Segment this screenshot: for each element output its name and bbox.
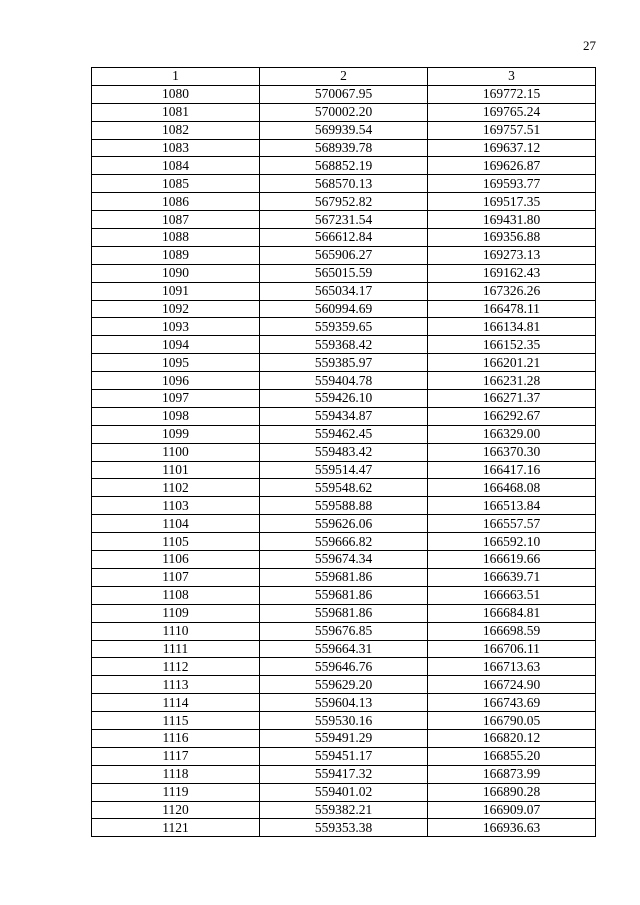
- y-coordinate-cell: 169765.24: [428, 103, 596, 121]
- point-number-cell: 1083: [92, 139, 260, 157]
- x-coordinate-cell: 567231.54: [260, 211, 428, 229]
- point-number-cell: 1091: [92, 282, 260, 300]
- y-coordinate-cell: 169431.80: [428, 211, 596, 229]
- y-coordinate-cell: 166478.11: [428, 300, 596, 318]
- x-coordinate-cell: 559404.78: [260, 372, 428, 390]
- y-coordinate-cell: 166873.99: [428, 765, 596, 783]
- x-coordinate-cell: 559674.34: [260, 551, 428, 569]
- table-row: [92, 103, 596, 121]
- point-number-cell: 1092: [92, 300, 260, 318]
- point-number-cell: 1094: [92, 336, 260, 354]
- point-number-cell: 1111: [92, 640, 260, 658]
- point-number-cell: 1106: [92, 551, 260, 569]
- table-row: [92, 85, 596, 103]
- y-coordinate-cell: 166370.30: [428, 443, 596, 461]
- x-coordinate-cell: 559530.16: [260, 712, 428, 730]
- table-row: [92, 300, 596, 318]
- x-coordinate-cell: 559588.88: [260, 497, 428, 515]
- table-row: [92, 551, 596, 569]
- y-coordinate-cell: 169626.87: [428, 157, 596, 175]
- y-coordinate-cell: 166417.16: [428, 461, 596, 479]
- y-coordinate-cell: 166329.00: [428, 425, 596, 443]
- point-number-cell: 1116: [92, 729, 260, 747]
- column-header: 1: [92, 68, 260, 86]
- point-number-cell: 1100: [92, 443, 260, 461]
- x-coordinate-cell: 565906.27: [260, 246, 428, 264]
- table-row: [92, 712, 596, 730]
- point-number-cell: 1119: [92, 783, 260, 801]
- x-coordinate-cell: 559382.21: [260, 801, 428, 819]
- table-row: [92, 229, 596, 247]
- point-number-cell: 1102: [92, 479, 260, 497]
- x-coordinate-cell: 559451.17: [260, 747, 428, 765]
- x-coordinate-cell: 559629.20: [260, 676, 428, 694]
- column-header: 2: [260, 68, 428, 86]
- y-coordinate-cell: 166201.21: [428, 354, 596, 372]
- point-number-cell: 1110: [92, 622, 260, 640]
- x-coordinate-cell: 559681.86: [260, 604, 428, 622]
- y-coordinate-cell: 169593.77: [428, 175, 596, 193]
- table-row: [92, 497, 596, 515]
- y-coordinate-cell: 166592.10: [428, 533, 596, 551]
- table-row: [92, 729, 596, 747]
- y-coordinate-cell: 169162.43: [428, 264, 596, 282]
- table-row: [92, 676, 596, 694]
- point-number-cell: 1084: [92, 157, 260, 175]
- y-coordinate-cell: 166152.35: [428, 336, 596, 354]
- table-row: [92, 246, 596, 264]
- y-coordinate-cell: 169772.15: [428, 85, 596, 103]
- x-coordinate-cell: 559417.32: [260, 765, 428, 783]
- y-coordinate-cell: 166684.81: [428, 604, 596, 622]
- y-coordinate-cell: 169273.13: [428, 246, 596, 264]
- point-number-cell: 1112: [92, 658, 260, 676]
- table-row: [92, 640, 596, 658]
- point-number-cell: 1107: [92, 568, 260, 586]
- x-coordinate-cell: 559548.62: [260, 479, 428, 497]
- point-number-cell: 1087: [92, 211, 260, 229]
- x-coordinate-cell: 559385.97: [260, 354, 428, 372]
- x-coordinate-cell: 559626.06: [260, 515, 428, 533]
- y-coordinate-cell: 166936.63: [428, 819, 596, 837]
- x-coordinate-cell: 559353.38: [260, 819, 428, 837]
- x-coordinate-cell: 570002.20: [260, 103, 428, 121]
- x-coordinate-cell: 559462.45: [260, 425, 428, 443]
- table-row: [92, 622, 596, 640]
- y-coordinate-cell: 166663.51: [428, 586, 596, 604]
- point-number-cell: 1085: [92, 175, 260, 193]
- point-number-cell: 1080: [92, 85, 260, 103]
- x-coordinate-cell: 560994.69: [260, 300, 428, 318]
- y-coordinate-cell: 169757.51: [428, 121, 596, 139]
- x-coordinate-cell: 559514.47: [260, 461, 428, 479]
- table-row: [92, 461, 596, 479]
- table-row: [92, 282, 596, 300]
- table-row: [92, 425, 596, 443]
- point-number-cell: 1109: [92, 604, 260, 622]
- y-coordinate-cell: 166698.59: [428, 622, 596, 640]
- table-row: [92, 747, 596, 765]
- table-row: [92, 801, 596, 819]
- x-coordinate-cell: 559676.85: [260, 622, 428, 640]
- y-coordinate-cell: 166231.28: [428, 372, 596, 390]
- y-coordinate-cell: 166713.63: [428, 658, 596, 676]
- point-number-cell: 1090: [92, 264, 260, 282]
- y-coordinate-cell: 169517.35: [428, 193, 596, 211]
- y-coordinate-cell: 166724.90: [428, 676, 596, 694]
- y-coordinate-cell: 169356.88: [428, 229, 596, 247]
- point-number-cell: 1096: [92, 372, 260, 390]
- y-coordinate-cell: 166134.81: [428, 318, 596, 336]
- x-coordinate-cell: 570067.95: [260, 85, 428, 103]
- point-number-cell: 1099: [92, 425, 260, 443]
- x-coordinate-cell: 567952.82: [260, 193, 428, 211]
- point-number-cell: 1098: [92, 407, 260, 425]
- y-coordinate-cell: 166820.12: [428, 729, 596, 747]
- y-coordinate-cell: 169637.12: [428, 139, 596, 157]
- table-row: [92, 372, 596, 390]
- table-row: [92, 765, 596, 783]
- x-coordinate-cell: 568939.78: [260, 139, 428, 157]
- table-row: [92, 407, 596, 425]
- table-row: [92, 568, 596, 586]
- point-number-cell: 1081: [92, 103, 260, 121]
- x-coordinate-cell: 559368.42: [260, 336, 428, 354]
- table-row: [92, 264, 596, 282]
- y-coordinate-cell: 166639.71: [428, 568, 596, 586]
- y-coordinate-cell: 166513.84: [428, 497, 596, 515]
- point-number-cell: 1105: [92, 533, 260, 551]
- table-row: [92, 783, 596, 801]
- point-number-cell: 1114: [92, 694, 260, 712]
- x-coordinate-cell: 559681.86: [260, 568, 428, 586]
- x-coordinate-cell: 566612.84: [260, 229, 428, 247]
- table-row: [92, 586, 596, 604]
- table-row: [92, 515, 596, 533]
- point-number-cell: 1089: [92, 246, 260, 264]
- table-row: [92, 390, 596, 408]
- point-number-cell: 1101: [92, 461, 260, 479]
- y-coordinate-cell: 166790.05: [428, 712, 596, 730]
- table-row: [92, 193, 596, 211]
- y-coordinate-cell: 166890.28: [428, 783, 596, 801]
- y-coordinate-cell: 166706.11: [428, 640, 596, 658]
- point-number-cell: 1121: [92, 819, 260, 837]
- point-number-cell: 1115: [92, 712, 260, 730]
- table-row: [92, 175, 596, 193]
- x-coordinate-cell: 559483.42: [260, 443, 428, 461]
- y-coordinate-cell: 166468.08: [428, 479, 596, 497]
- x-coordinate-cell: 569939.54: [260, 121, 428, 139]
- column-header: 3: [428, 68, 596, 86]
- y-coordinate-cell: 166292.67: [428, 407, 596, 425]
- x-coordinate-cell: 568852.19: [260, 157, 428, 175]
- x-coordinate-cell: 559491.29: [260, 729, 428, 747]
- coordinates-table: [91, 67, 596, 837]
- y-coordinate-cell: 167326.26: [428, 282, 596, 300]
- y-coordinate-cell: 166271.37: [428, 390, 596, 408]
- point-number-cell: 1103: [92, 497, 260, 515]
- table-row: [92, 211, 596, 229]
- y-coordinate-cell: 166909.07: [428, 801, 596, 819]
- x-coordinate-cell: 559359.65: [260, 318, 428, 336]
- table-header-row: [92, 68, 596, 86]
- x-coordinate-cell: 568570.13: [260, 175, 428, 193]
- x-coordinate-cell: 559401.02: [260, 783, 428, 801]
- point-number-cell: 1104: [92, 515, 260, 533]
- x-coordinate-cell: 559681.86: [260, 586, 428, 604]
- x-coordinate-cell: 559604.13: [260, 694, 428, 712]
- y-coordinate-cell: 166743.69: [428, 694, 596, 712]
- table-row: [92, 443, 596, 461]
- x-coordinate-cell: 559434.87: [260, 407, 428, 425]
- table-row: [92, 479, 596, 497]
- table-row: [92, 157, 596, 175]
- x-coordinate-cell: 565034.17: [260, 282, 428, 300]
- point-number-cell: 1088: [92, 229, 260, 247]
- table-row: [92, 336, 596, 354]
- table-row: [92, 121, 596, 139]
- y-coordinate-cell: 166557.57: [428, 515, 596, 533]
- table-row: [92, 604, 596, 622]
- table-row: [92, 139, 596, 157]
- page-number: 27: [583, 38, 596, 53]
- y-coordinate-cell: 166619.66: [428, 551, 596, 569]
- x-coordinate-cell: 559426.10: [260, 390, 428, 408]
- x-coordinate-cell: 559666.82: [260, 533, 428, 551]
- point-number-cell: 1086: [92, 193, 260, 211]
- point-number-cell: 1117: [92, 747, 260, 765]
- point-number-cell: 1120: [92, 801, 260, 819]
- table-row: [92, 354, 596, 372]
- point-number-cell: 1095: [92, 354, 260, 372]
- point-number-cell: 1113: [92, 676, 260, 694]
- table-row: [92, 658, 596, 676]
- point-number-cell: 1097: [92, 390, 260, 408]
- table-row: [92, 318, 596, 336]
- point-number-cell: 1118: [92, 765, 260, 783]
- x-coordinate-cell: 559664.31: [260, 640, 428, 658]
- table-row: [92, 819, 596, 837]
- point-number-cell: 1093: [92, 318, 260, 336]
- table-row: [92, 533, 596, 551]
- table-body: [92, 85, 596, 836]
- table-row: [92, 694, 596, 712]
- point-number-cell: 1082: [92, 121, 260, 139]
- x-coordinate-cell: 559646.76: [260, 658, 428, 676]
- x-coordinate-cell: 565015.59: [260, 264, 428, 282]
- point-number-cell: 1108: [92, 586, 260, 604]
- y-coordinate-cell: 166855.20: [428, 747, 596, 765]
